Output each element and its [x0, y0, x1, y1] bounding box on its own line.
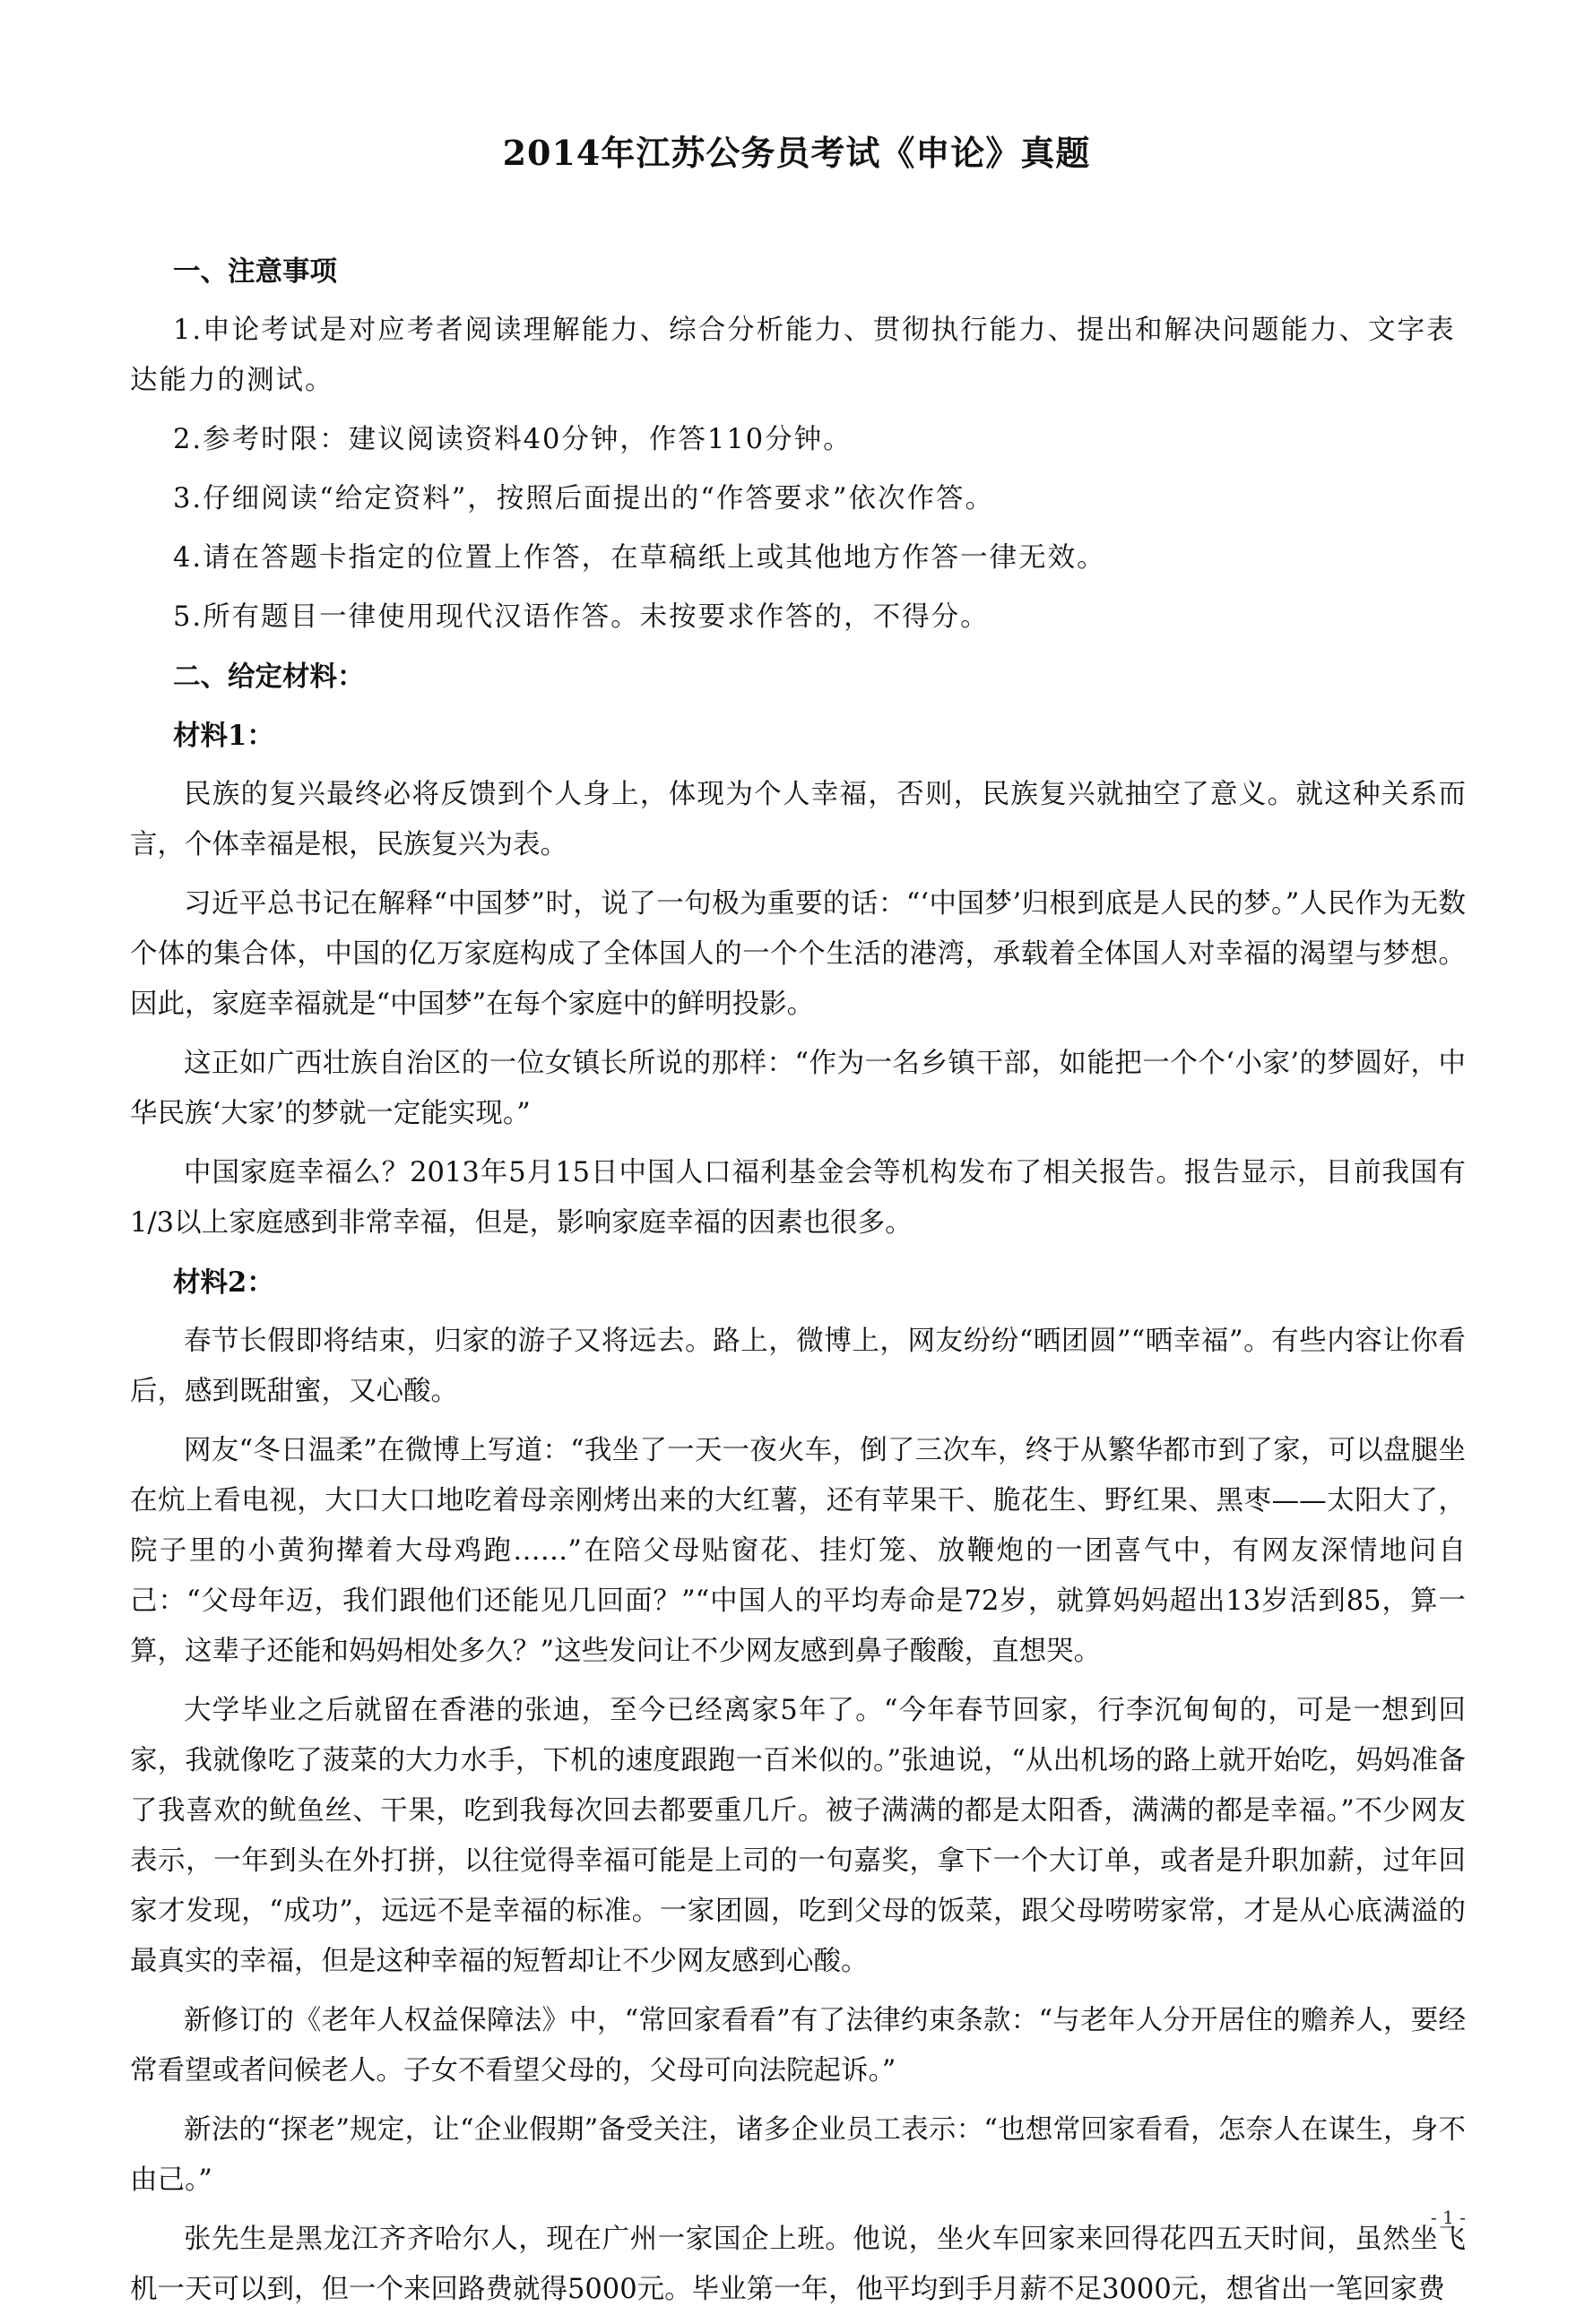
material-paragraph: 中国家庭幸福么？2013年5月15日中国人口福利基金会等机构发布了相关报告。报告显示，目前我国有1/3以上家庭感到非常幸福，但是，影响家庭幸福的因素也很多。 — [130, 1157, 1466, 1239]
document-title: 2014年江苏公务员考试《申论》真题 — [502, 133, 1091, 173]
material-paragraph: 大学毕业之后就留在香港的张迪，至今已经离家5年了。“今年春节回家，行李沉甸甸的，可是一想到回家，我就像吃了菠菜的大力水手，下机的速度跟跑一百米似的。”张迪说，“从出机场的路上就开始吃，妈妈准备了我喜欢的鱿鱼丝、干果，吃到我每次回去都要重几斤。被子满满的都是太阳香，满满的都是幸福。”不少网友表示，一年到头在外打拼，以往觉得幸福可能是上司的一句嘉奖，拿下一个大订单，或者是升职加薪，过年回家才发现，“成功”，远远不是幸福的标准。一家团圆，吃到父母的饭菜，跟父母唠唠家常，才是从心底满溢的最真实的幸福，但是这种幸福的短暂却让不少网友感到心酸。 — [130, 1695, 1466, 1977]
material-paragraph: 民族的复兴最终必将反馈到个人身上，体现为个人幸福，否则，民族复兴就抽空了意义。就这种关系而言，个体幸福是根，民族复兴为表。 — [130, 779, 1466, 860]
material-paragraph: 新法的“探老”规定，让“企业假期”备受关注，诸多企业员工表示：“也想常回家看看，怎奈人在谋生，身不由己。” — [130, 2114, 1466, 2196]
material-paragraph: 春节长假即将结束，归家的游子又将远去。路上，微博上，网友纷纷“晒团圆”“晒幸福”。有些内容让你看后，感到既甜蜜，又心酸。 — [130, 1326, 1466, 1407]
notice-item: 3.仔细阅读“给定资料”，按照后面提出的“作答要求”依次作答。 — [173, 483, 994, 514]
section-heading-materials: 二、给定材料： — [173, 661, 365, 693]
material-paragraph: 这正如广西壮族自治区的一位女镇长所说的那样：“作为一名乡镇干部，如能把一个个‘小家’的梦圆好，中华民族‘大家’的梦就一定能实现。” — [130, 1048, 1466, 1129]
material-paragraph: 习近平总书记在解释“中国梦”时，说了一句极为重要的话：“‘中国梦’归根到底是人民的梦。”人民作为无数个体的集合体，中国的亿万家庭构成了全体国人的一个个生活的港湾，承载着全体国人对幸福的渴望与梦想。因此，家庭幸福就是“中国梦”在每个家庭中的鲜明投影。 — [130, 888, 1466, 1020]
section-heading-notes: 一、注意事项 — [173, 255, 337, 288]
notice-item: 5.所有题目一律使用现代汉语作答。未按要求作答的，不得分。 — [173, 601, 990, 633]
material-paragraph: 新修订的《老年人权益保障法》中，“常回家看看”有了法律约束条款：“与老年人分开居住的赡养人，要经常看望或者问候老人。子女不看望父母的，父母可向法院起诉。” — [130, 2005, 1466, 2086]
page-number: - 1 - — [1431, 2207, 1466, 2228]
material-paragraph: 网友“冬日温柔”在微博上写道：“我坐了一天一夜火车，倒了三次车，终于从繁华都市到了家，可以盘腿坐在炕上看电视，大口大口地吃着母亲刚烤出来的大红薯，还有苹果干、脆花生、野红果、黑枣——太阳大了，院子里的小黄狗撵着大母鸡跑……”在陪父母贴窗花、挂灯笼、放鞭炮的一团喜气中，有网友深情地问自己：“父母年迈，我们跟他们还能见几回面？”“中国人的平均寿命是72岁，就算妈妈超出13岁活到85，算一算，这辈子还能和妈妈相处多久？”这些发问让不少网友感到鼻子酸酸，直想哭。 — [130, 1435, 1466, 1667]
notice-item: 4.请在答题卡指定的位置上作答，在草稿纸上或其他地方作答一律无效。 — [173, 542, 1106, 574]
material-paragraph: 张先生是黑龙江齐齐哈尔人，现在广州一家国企上班。他说，坐火车回家来回得花四五天时间，虽然坐飞机一天可以到，但一个来回路费就得5000元。毕业第一年，他平均到手月薪不足3000元，想省出一笔回家费 — [130, 2224, 1466, 2305]
notice-item: 2.参考时限：建议阅读资料40分钟，作答110分钟。 — [173, 424, 853, 455]
material-1-label: 材料1： — [173, 720, 274, 752]
material-2-label: 材料2： — [173, 1266, 274, 1299]
document-body — [130, 246, 1466, 2324]
notice-item: 1.申论考试是对应考者阅读理解能力、综合分析能力、贯彻执行能力、提出和解决问题能力、文字表达能力的测试。 — [130, 315, 1456, 396]
